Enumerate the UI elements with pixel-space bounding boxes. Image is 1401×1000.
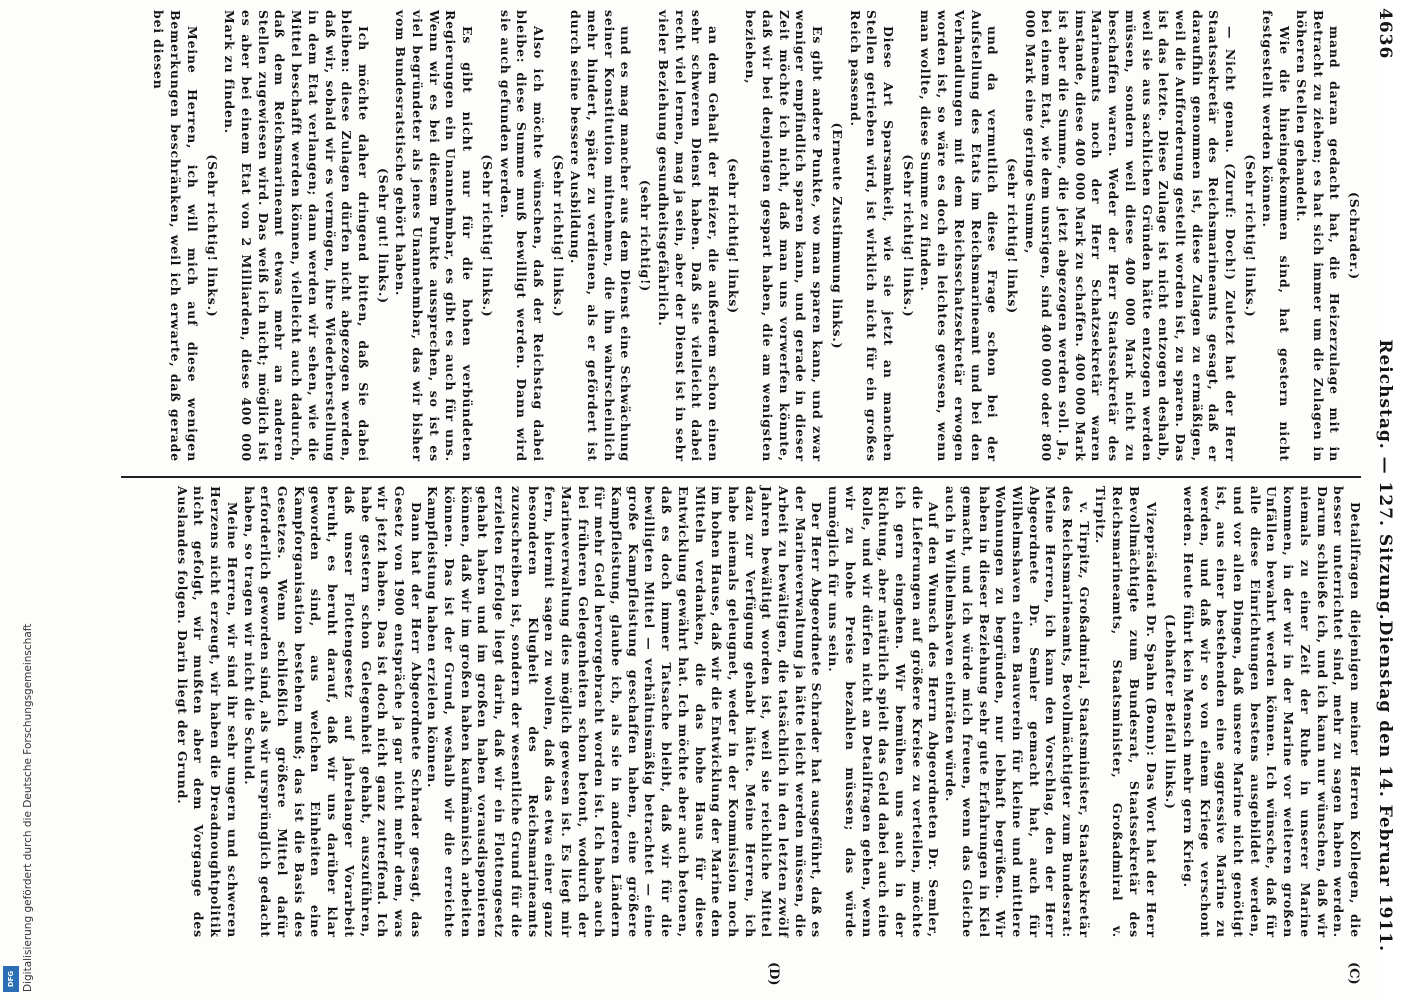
column-paragraph: Dann hat der Herr Abgeordnete Schrader gesagt, das Gesetz von 1900 entspräche ja gar nicht mehr dem, was wir jetzt haben. Das ist doch nicht ganz zutreffend. Ich habe gestern schon Gelegenheit gehabt, auszuführen, daß unser Flottengesetz auf jahrelanger Vorarbeit beruht, es beruht darauf, daß wir uns darüber klar geworden sind, aus welchen Einheiten eine Kampforganisation bestehen muß; das ist die Basis des Gesetzes. Wenn schließlich größere Mittel dafür erforderlich geworden sind, als wir ursprünglich gedacht haben, so tragen wir nicht die Schuld.: [241, 486, 424, 938]
newspaper-page: [101, 0, 1401, 986]
column-note: (Sehr richtig! links.): [479, 154, 495, 318]
column-note: (Schrader.): [1347, 192, 1362, 280]
column-paragraph: Der Herr Abgeordnete Schrader hat ausgeführt, daß es der Marineverwaltung ja hätte leicht werden müssen, die Arbeit zu bewältigen, die tatsächlich in den letzten zwölf Jahren bewältigt worden ist, weil sie reichliche Mittel dazu zur Verfügung gehabt hätte. Meine Herren, ich habe niemals geleugnet, weder in der Kommission noch im hohen Hause, daß wir die Entwicklung der Marine den Mitteln verdanken, die das hohe Haus für diese Entwicklung gewährt hat. Ich möchte aber auch betonen, daß es doch immer Tatsache bleibt, daß wir für die bewilligten Mittel — verhältnismäßig betrachtet — eine große Kampfleistung geschaffen haben, eine größere Kampfleistung, glaube ich, als sie in anderen Ländern für mehr Geld hervorgebracht worden ist. Ich habe auch bei früheren Gelegenheiten schon betont, wodurch der Marineverwaltung dies möglich gewesen ist. Es liegt mir fern, hiermit sagen zu wollen, daß das etwa einer ganz besonderen Klugheit des Reichsmarineamts zuzuschreiben ist, sondern der wesentliche Grund für die erzielten Erfolge liegt darin, daß wir ein Flottengesetz gehabt haben und im großen haben vorausdisponieren können, daß wir im großen haben kaufmännisch arbeiten können. Das ist der Grund, weshalb wir die erreichte Kampfleistung haben erzielen können.: [425, 486, 825, 938]
column-paragraph: Es gibt nicht nur für die hohen verbündeten Regierungen ein Unannehmbar, es gibt es auch für uns. Wenn wir es bei diesem Punkte aussprechen, so ist es viel begründeter als jenes Unannehmbar, das wir bisher vom Bundesratstische gehört haben.: [393, 10, 476, 462]
column-note: (sehr richtig!): [638, 179, 654, 293]
column-paragraph: Es gibt andere Punkte, wo man sparen kann, und zwar weniger empfindlich sparen kann, und gerade in dieser Zeit möchte ich nicht, daß man uns vorwerfen könnte, daß wir bei denjenigen gespart haben, die am wenigsten beziehen,: [743, 10, 826, 462]
marker-d: (D): [766, 962, 781, 986]
column-paragraph: Detailfragen diejenigen meiner Herren Kollegen, die besser unterrichtet sind, mehr zu sagen haben werden. Darum schließe ich, und ich kann nur wünschen, daß wir niemals zu einer Zeit der Ruhe in unserer Marine kommen, in der wir in der Marine vor weiteren großen Unfällen bewahrt werden können. Ich wünsche, daß für alle diese Einrichtungen bestens ausgebildet werden, und vor allen Dingen, daß unsere Marine nicht genötigt ist, aus einer bestehenden eine aggressive Marine zu werden, und daß wir so von einem Kriege verschont werden. Heute führt kein Mensch mehr gern Krieg.: [1180, 486, 1363, 938]
column-paragraph: Meine Herren, ich will mich auf diese wenigen Bemerkungen beschränken, weil ich erwarte, daß gerade bei diesen: [151, 10, 200, 462]
column-paragraph: an dem Gehalt der Heizer, die außerdem schon einen sehr schweren Dienst haben. Daß sie vielleicht dabei recht viel lernen, mag ja sein, aber der Dienst ist in sehr vieler Beziehung gesundheitsgefährlich.: [655, 10, 721, 462]
footer-credit-text: Digitalisierung gefördert durch die Deutsche Forschungsgemeinschaft: [22, 623, 34, 992]
column-paragraph: und da vermutlich diese Frage schon bei der Aufstellung des Etats im Reichsmarineamt und bei den Verhandlungen mit dem Reichsschatzsekretär erwogen worden ist, so wäre es doch ein leichtes gewesen, wenn man wollte, diese Summe zu finden.: [918, 10, 1001, 462]
column-paragraph: v. Tirpitz, Großadmiral, Staatsminister, Staatssekretär des Reichsmarineamts, Bevollmächtigter zum Bundesrat: Meine Herren, ich kann den Vorschlag, den der Herr Abgeordnete Dr. Semler gemacht hat, auch für Wilhelmshaven einen Bauverein für kleine und mittlere Wohnungen zu begründen, nur lebhaft begrüßen. Wir haben in dieser Beziehung sehr gute Erfahrungen in Kiel gemacht, und ich würde mich freuen, wenn das Gleiche auch in Wilhelmshaven einträten würde.: [943, 486, 1092, 938]
right-column: [123, 486, 1363, 938]
column-note: (sehr richtig! links): [725, 158, 741, 314]
column-paragraph: Also ich möchte wünschen, daß der Reichstag dabei bleibe: diese Summe muß bewilligt werden. Dann wird sie auch gefunden werden.: [497, 10, 546, 462]
column-paragraph: Vizepräsident Dr. Spahn (Bonn): Das Wort hat der Herr Bevollmächtigte zum Bundesrat, Staatssekretär des Reichsmarineamts, Staatsminister, Großadmiral v. Tirpitz.: [1093, 486, 1159, 938]
column-paragraph: und es mag mancher aus dem Dienst eine Schwächung seiner Konstitution mitnehmen, die ihn wahrscheinlich mehr hindert, später zu verdienen, als er gefördert ist durch seine bessere Ausbildung.: [568, 10, 634, 462]
column-note: (Lebhafter Beifall links.): [1163, 614, 1179, 810]
page-header: [1367, 0, 1401, 960]
column-note: (Sehr richtig! links.): [900, 154, 916, 318]
column-note: (Sehr gut! links.): [375, 167, 391, 305]
column-paragraph: — Nicht genau. (Zuruf: Doch!) Zuletzt hat der Herr Staatssekretär des Reichsmarineamts gesagt, daß er daraufhin genommen ist, diese Zulagen zu ermäßigen, weil die Aufforderung gestellt worden ist, zu sparen. Das ist das letzte. Diese Zulage ist nicht entzogen deshalb, weil sie aus sachlichen Gründen hätte entzogen werden müssen, sondern weil diese 400 000 Mark nicht zu beschaffen waren. Weder der Herr Staatssekretär des Marineamts noch der Herr Schatzsekretär waren imstande, diese 400 000 Mark zu schaffen. 400 000 Mark ist aber die Summe, die jetzt abgezogen werden soll. Ja, bei einem Etat, wie dem unsrigen, sind 400 000 oder 800 000 Mark eine geringe Summe,: [1022, 10, 1239, 462]
column-paragraph: Auf den Wunsch des Herrn Abgeordneten Dr. Semler, die Lieferungen auf größere Kreise zu verteilen, möchte ich gern eingehen. Wir bemühen uns auch in der Richtung, aber natürlich spielt das Geld dabei auch eine Rolle, und wir dürfen nicht an Detailfragen gehen, wenn wir zu hohe Preise bezahlen müssen; das würde unmöglich für uns sein.: [826, 486, 942, 938]
column-note: (Sehr richtig! links.): [204, 154, 220, 318]
page-title: Reichstag. — 127. Sitzung.: [1375, 339, 1395, 621]
column-paragraph: Ich möchte daher dringend bitten, daß Sie dabei bleiben: diese Zulagen dürfen nicht abgezogen werden, daß wir, sobald wir es vermögen, ihre Wiederherstellung in dem Etat verlangen; dann werden wir sehen, wie die Mittel beschafft werden können, vielleicht auch dadurch, daß dem Reichsmarineamt etwas mehr an anderen Stellen zugewiesen wird. Das weiß ich nicht; möglich ist es aber bei einem Etat von 2 Milliarden, diese 400 000 Mark zu finden.: [222, 10, 371, 462]
column-note: (Erneute Zustimmung links.): [829, 122, 845, 350]
column-paragraph: mand daran gedacht hat, die Heizerzulage mit in Betracht zu ziehen; es hat sich immer um die Zulagen in höheren Stellen gehandelt.: [1293, 10, 1343, 462]
column-divider: [121, 476, 1361, 478]
column-note: (Sehr richtig! links.): [1242, 154, 1258, 318]
marker-c: (C): [1346, 962, 1361, 985]
column-paragraph: Meine Herren, wir sind ihr sehr ungern und schweren Herzens nicht erzeugt, wir haben die Dreadnoughtpolitik nicht gefolgt, wir mußten aber dem Vorgange des Auslandes folgen. Darin liegt der Grund.: [174, 486, 240, 938]
column-paragraph: Wie die hineingekommen sind, hat gestern nicht festgestellt werden können.: [1260, 10, 1293, 462]
footer-credit: [2, 600, 34, 992]
left-column: [123, 10, 1363, 462]
column-note: (sehr richtig! links): [1004, 158, 1020, 314]
column-note: (Sehr richtig! links.): [550, 154, 566, 318]
column-paragraph: Diese Art Sparsamkeit, wie sie jetzt an manchen Stellen getrieben wird, ist wirklich nicht für ein großes Reich passend.: [847, 10, 897, 462]
page-date: Dienstag den 14. Februar 1911.: [1375, 620, 1395, 952]
page-number: 4636: [1375, 8, 1395, 60]
dfg-logo: DFG: [3, 966, 19, 992]
